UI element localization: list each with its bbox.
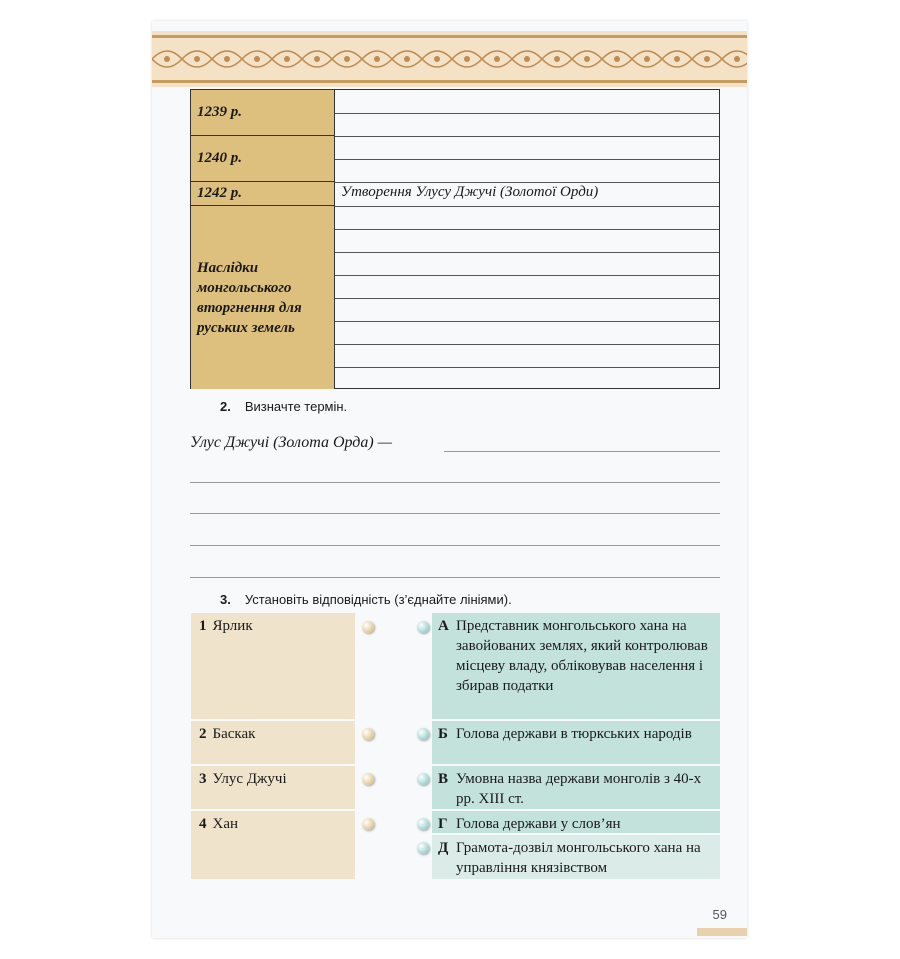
answer-line[interactable]	[335, 344, 719, 345]
option-letter: Г	[438, 816, 448, 832]
year-label: 1242 р.	[197, 185, 242, 201]
year-label: 1240 р.	[197, 150, 242, 166]
footer-ornament	[697, 928, 747, 936]
connector-dot-e[interactable]	[417, 842, 429, 854]
option-text: Голова держави у слов’ян	[456, 816, 621, 832]
option-text: Представник монгольського хана на завойованих землях, який контролював місцеву владу, обліковував населення і збирав податки	[456, 618, 708, 694]
item-number: 4	[199, 816, 207, 832]
match-option-c	[432, 766, 720, 811]
match-option-e	[432, 835, 720, 881]
task-number: 3.	[220, 592, 231, 607]
match-item-4	[191, 811, 355, 881]
task-instruction: Установіть відповідність (з’єднайте лініями).	[244, 592, 512, 607]
item-text: Улус Джучі	[212, 771, 287, 787]
option-text: Умовна назва держави монголів з 40-х рр. XIII ст.	[456, 771, 702, 807]
item-text: Баскак	[212, 726, 256, 742]
match-item-3	[191, 766, 355, 811]
match-option-a	[432, 613, 720, 721]
option-text: Грамота-дозвіл монгольського хана на управління князівством	[456, 840, 701, 876]
task-2-heading	[220, 399, 347, 414]
answer-line[interactable]	[335, 136, 719, 137]
item-text: Хан	[212, 816, 239, 832]
consequences-cell	[191, 206, 335, 389]
answer-line[interactable]	[190, 513, 720, 514]
task-3-heading	[220, 592, 512, 607]
answer-line[interactable]	[190, 482, 720, 483]
option-letter: Б	[438, 726, 448, 742]
option-letter: А	[438, 618, 449, 634]
connector-dot-c[interactable]	[417, 773, 429, 785]
option-text: Голова держави в тюркських народів	[456, 726, 692, 742]
match-item-1	[191, 613, 355, 721]
option-letter: Д	[438, 840, 449, 856]
answer-line[interactable]	[335, 252, 719, 253]
item-number: 2	[199, 726, 207, 742]
year-cell-1239	[191, 90, 335, 136]
answer-line[interactable]	[190, 545, 720, 546]
answer-line[interactable]	[335, 367, 719, 368]
option-letter: В	[438, 771, 449, 787]
connector-dot-d[interactable]	[417, 818, 429, 830]
item-text: Ярлик	[212, 618, 253, 634]
answer-line[interactable]	[335, 113, 719, 114]
connector-dot-b[interactable]	[417, 728, 429, 740]
answer-line[interactable]	[444, 451, 720, 452]
year-label: 1239 р.	[197, 104, 242, 120]
item-number: 1	[199, 618, 207, 634]
connector-dot-1[interactable]	[362, 621, 374, 633]
item-number: 3	[199, 771, 207, 787]
answer-line[interactable]	[335, 321, 719, 322]
term-label: Улус Джучі (Золота Орда) —	[190, 434, 392, 451]
match-item-2	[191, 721, 355, 766]
connector-dot-2[interactable]	[362, 728, 374, 740]
chronology-table	[190, 89, 720, 389]
connector-dot-a[interactable]	[417, 621, 429, 633]
answer-line[interactable]	[335, 182, 719, 183]
answer-line[interactable]	[335, 229, 719, 230]
match-left-column	[191, 613, 355, 883]
answer-line[interactable]	[335, 275, 719, 276]
answer-line[interactable]	[335, 298, 719, 299]
consequences-label: Наслідки монгольського вторгнення для руських земель	[197, 259, 302, 336]
match-option-d	[432, 811, 720, 835]
page-number: 59	[712, 907, 727, 922]
ornament-border	[152, 31, 747, 87]
year-cell-1240	[191, 136, 335, 182]
answer-line[interactable]	[335, 206, 719, 207]
workbook-page	[152, 21, 747, 938]
event-1242-text: Утворення Улусу Джучі (Золотої Орди)	[341, 184, 599, 200]
connector-dot-4[interactable]	[362, 818, 374, 830]
match-option-b	[432, 721, 720, 766]
year-cell-1242	[191, 182, 335, 206]
connector-dot-3[interactable]	[362, 773, 374, 785]
answer-line[interactable]	[335, 159, 719, 160]
task-number: 2.	[220, 399, 231, 414]
task-instruction: Визначте термін.	[244, 399, 348, 414]
answer-line[interactable]	[190, 577, 720, 578]
